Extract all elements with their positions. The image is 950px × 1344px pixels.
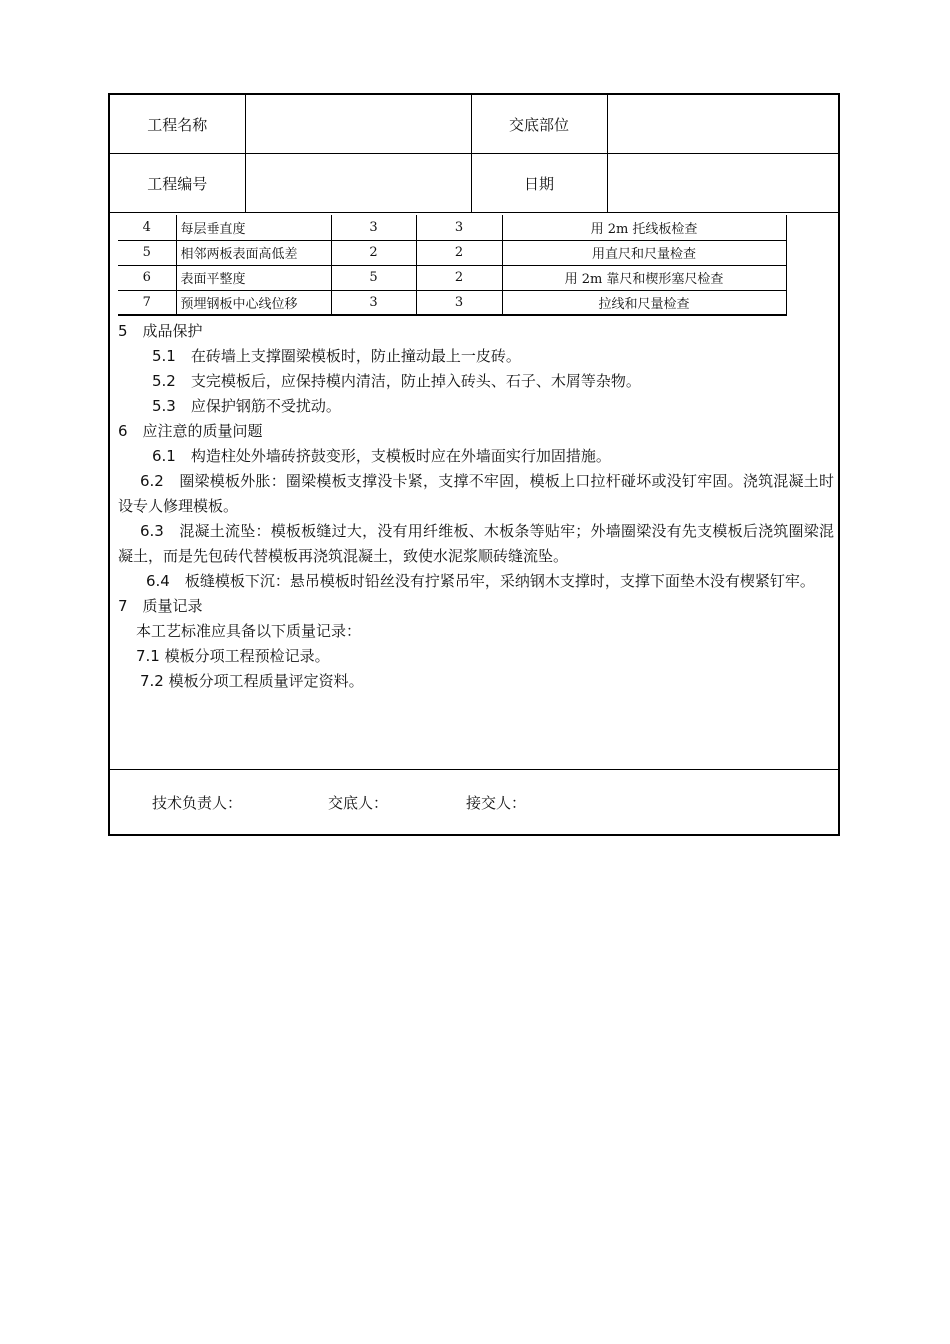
row-value-b: 2 — [416, 240, 502, 265]
row-item: 相邻两板表面高低差 — [176, 240, 331, 265]
disclosure-form — [108, 93, 840, 836]
row-value-a: 5 — [331, 265, 416, 290]
table-row — [118, 290, 786, 315]
date-field[interactable] — [607, 154, 838, 213]
row-method: 用 2m 靠尺和楔形塞尺检查 — [502, 265, 786, 290]
row-number: 7 — [118, 290, 176, 315]
paragraph: 7.1 模板分项工程预检记录。 — [136, 647, 330, 665]
row-item: 预埋钢板中心线位移 — [176, 290, 331, 315]
row-value-a: 3 — [331, 290, 416, 315]
location-field[interactable] — [607, 95, 838, 154]
paragraph: 5.3 应保护钢筋不受扰动。 — [152, 397, 341, 415]
paragraph: 6.1 构造柱处外墙砖挤鼓变形，支模板时应在外墙面实行加固措施。 — [152, 447, 611, 465]
location-label: 交底部位 — [471, 95, 607, 154]
row-value-b: 3 — [416, 215, 502, 240]
row-number: 6 — [118, 265, 176, 290]
row-number: 5 — [118, 240, 176, 265]
section-5-title: 5 成品保护 — [118, 322, 203, 340]
paragraph: 5.1 在砖墙上支撑圈梁模板时，防止撞动最上一皮砖。 — [152, 347, 521, 365]
row-item: 每层垂直度 — [176, 215, 331, 240]
row-number: 4 — [118, 215, 176, 240]
handover-by-signature[interactable]: 交底人： — [328, 794, 389, 812]
date-label: 日期 — [471, 154, 607, 213]
table-row — [118, 215, 786, 240]
project-no-label: 工程编号 — [110, 154, 245, 213]
header-table — [110, 95, 838, 213]
section-6-title: 6 应注意的质量问题 — [118, 422, 263, 440]
received-by-signature[interactable]: 接交人： — [466, 794, 527, 812]
project-name-label: 工程名称 — [110, 95, 245, 154]
paragraph: 6.3 混凝土流坠：模板板缝过大，没有用纤维板、木板条等贴牢；外墙圈梁没有先支模板后浇筑圈梁混凝土，而是先包砖代替模板再浇筑混凝土，致使水泥浆顺砖缝流坠。 — [118, 522, 834, 565]
paragraph: 6.2 圈梁模板外胀：圈梁模板支撑没卡紧，支撑不牢固，模板上口拉杆碰坏或没钉牢固。浇筑混凝土时设专人修理模板。 — [118, 472, 834, 515]
paragraph: 6.4 板缝模板下沉：悬吊模板时铅丝没有拧紧吊牢，采纳钢木支撑时，支撑下面垫木没有楔紧钉牢。 — [146, 572, 815, 590]
row-value-b: 2 — [416, 265, 502, 290]
row-value-a: 3 — [331, 215, 416, 240]
row-value-a: 2 — [331, 240, 416, 265]
section-7-title: 7 质量记录 — [118, 597, 203, 615]
row-item: 表面平整度 — [176, 265, 331, 290]
paragraph: 本工艺标准应具备以下质量记录： — [136, 622, 362, 640]
row-method: 用 2m 托线板检查 — [502, 215, 786, 240]
row-method: 拉线和尺量检查 — [502, 290, 786, 315]
row-value-b: 3 — [416, 290, 502, 315]
signature-row — [110, 769, 838, 837]
tech-lead-signature[interactable]: 技术负责人： — [152, 794, 243, 812]
paragraph: 5.2 支完模板后，应保持模内清洁，防止掉入砖头、石子、木屑等杂物。 — [152, 372, 641, 390]
paragraph: 7.2 模板分项工程质量评定资料。 — [140, 672, 364, 690]
table-row — [118, 265, 786, 290]
tolerance-table — [118, 215, 787, 316]
project-name-field[interactable] — [245, 95, 471, 154]
body-text — [118, 319, 834, 694]
project-no-field[interactable] — [245, 154, 471, 213]
table-row — [118, 240, 786, 265]
row-method: 用直尺和尺量检查 — [502, 240, 786, 265]
